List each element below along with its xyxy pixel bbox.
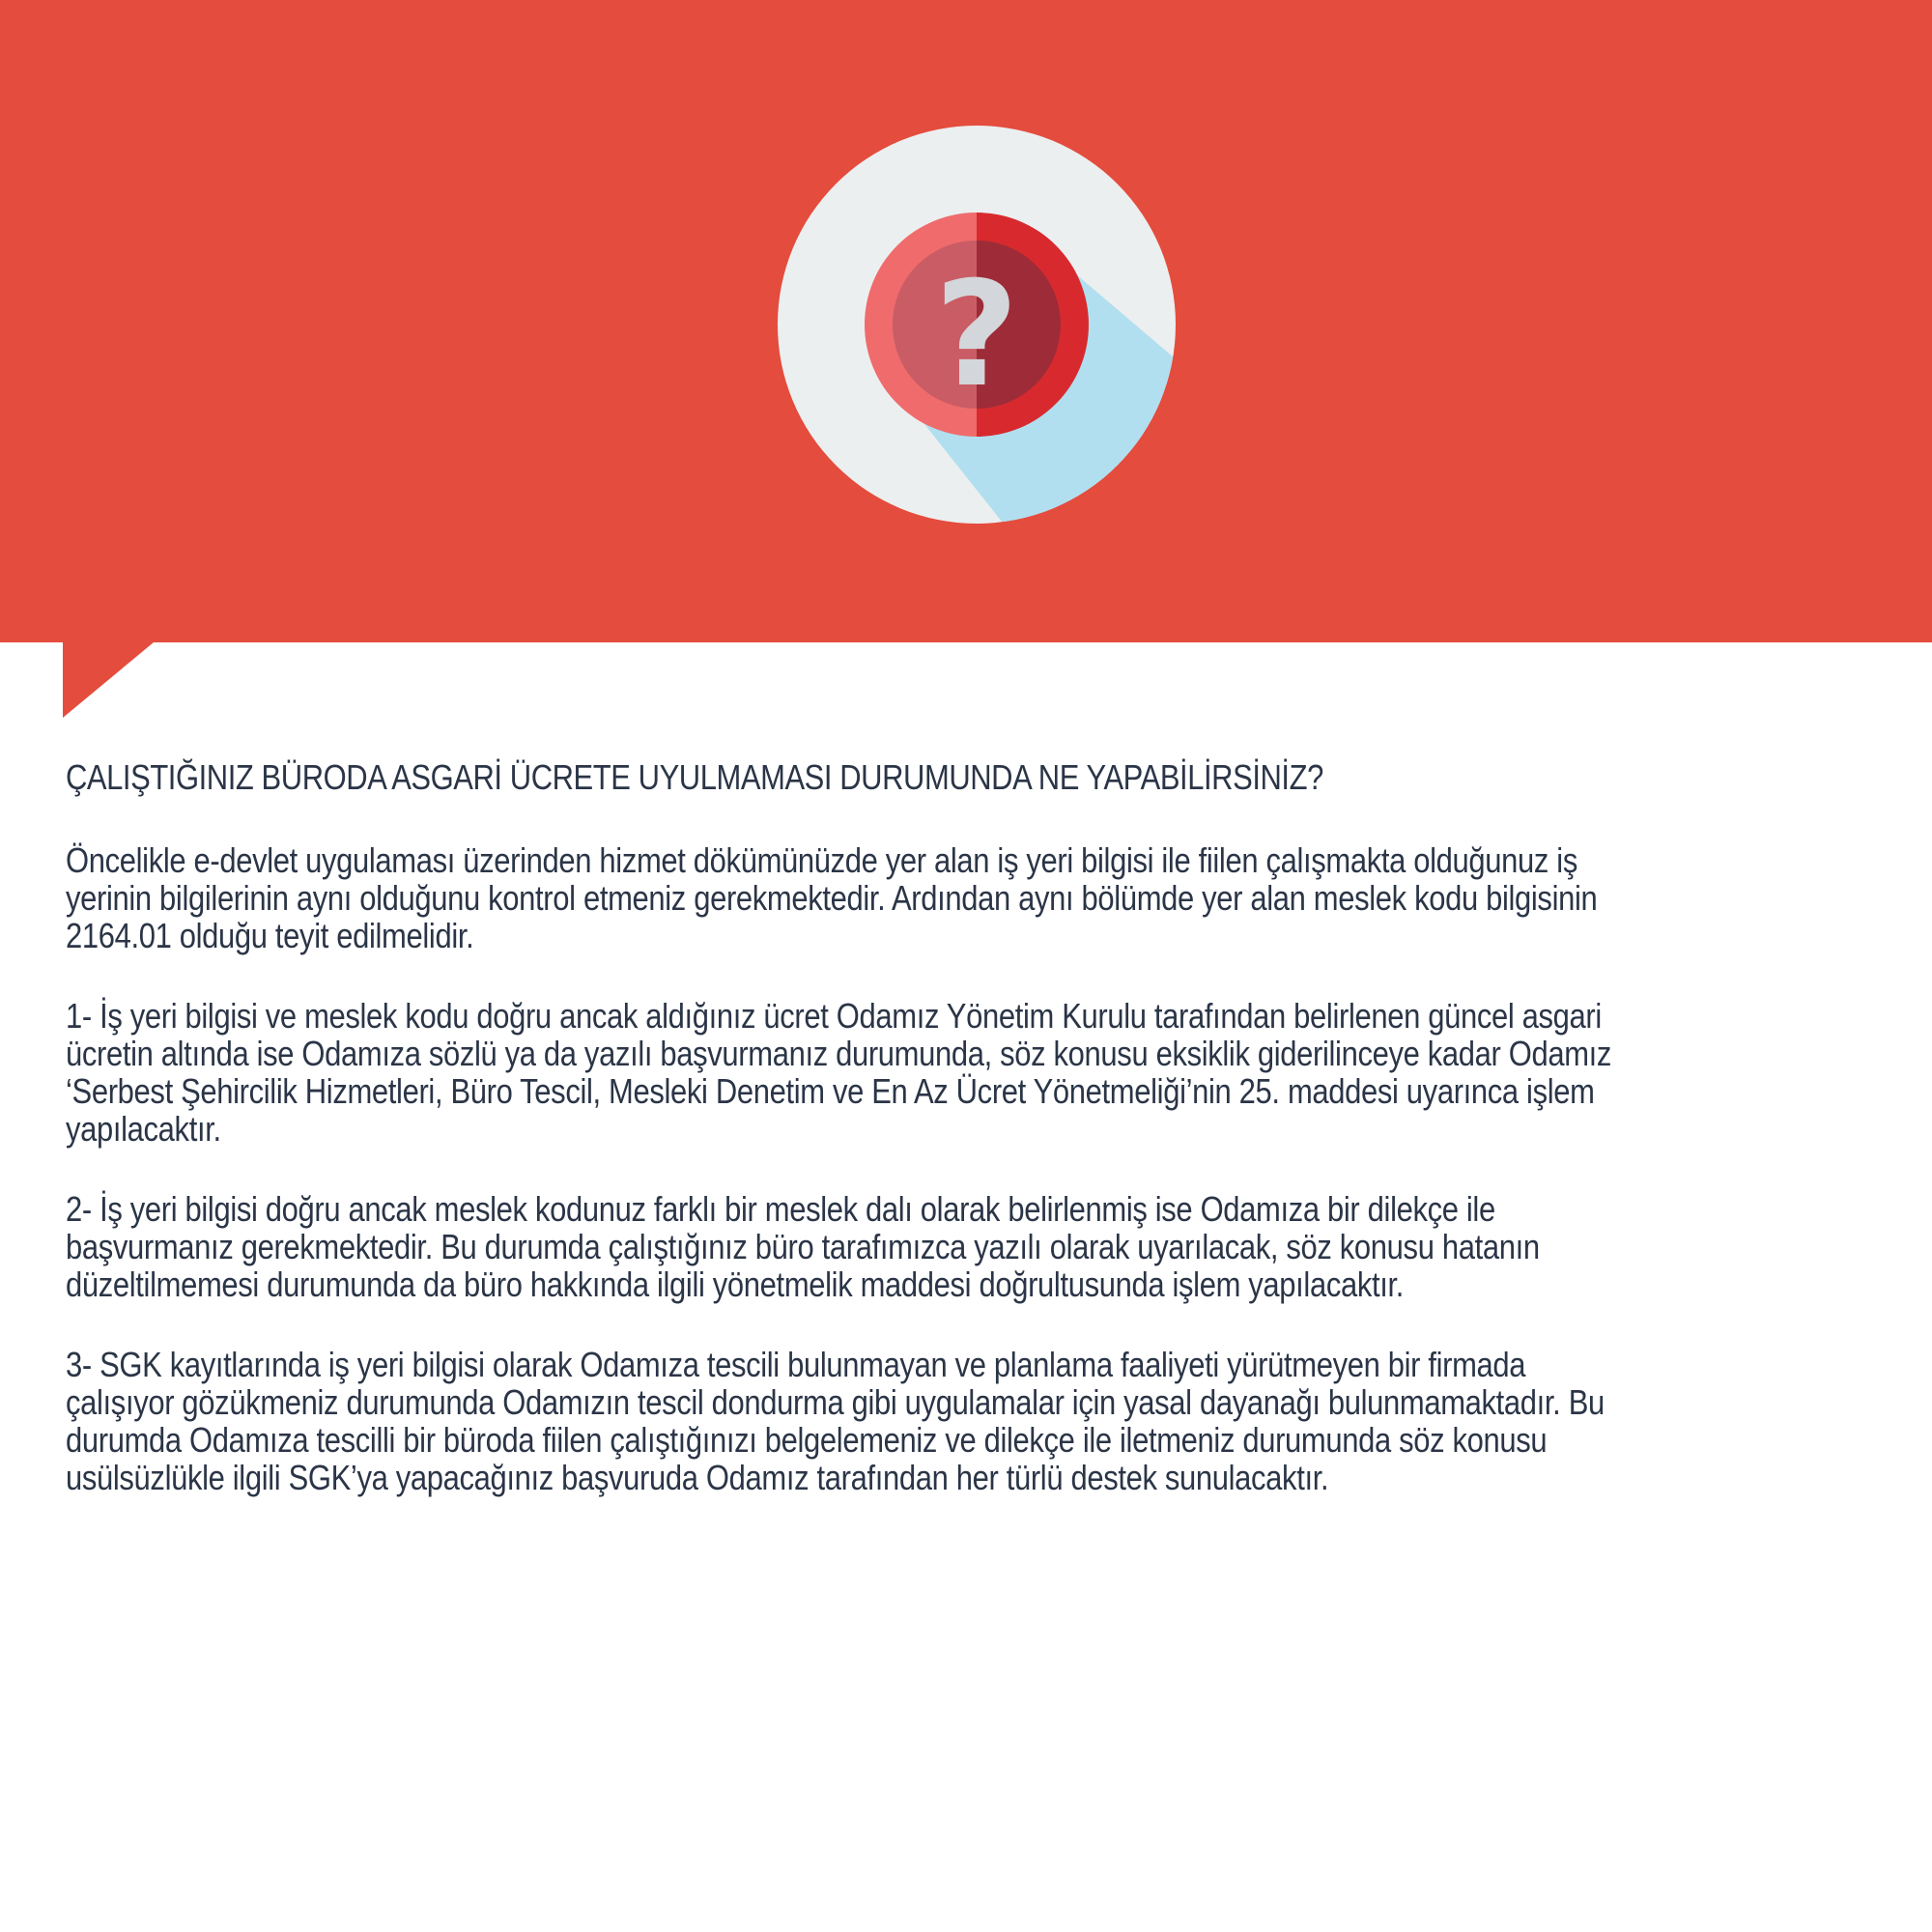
text-line: usülsüzlükle ilgili SGK’ya yapacağınız başvuruda Odamız tarafından her türlü destek sunulacaktır. bbox=[66, 1458, 1329, 1497]
text-line: düzeltilmemesi durumunda da büro hakkında ilgili yönetmelik maddesi doğrultusunda işlem yapılacaktır. bbox=[66, 1264, 1405, 1304]
text-line: yerinin bilgilerinin aynı olduğunu kontrol etmeniz gerekmektedir. Ardından aynı bölümde yer alan meslek kodu bilgisinin bbox=[66, 878, 1598, 918]
text-line: 3- SGK kayıtlarında iş yeri bilgisi olarak Odamıza tescili bulunmayan ve planlama faaliyeti yürütmeyen bir firmada bbox=[66, 1345, 1526, 1384]
text-line: yapılacaktır. bbox=[66, 1109, 221, 1149]
text-line: 2164.01 olduğu teyit edilmelidir. bbox=[66, 916, 474, 955]
text-line: ücretin altında ise Odamıza sözlü ya da yazılı başvurmanız durumunda, söz konusu eksiklik giderilinceye kadar Odamız bbox=[66, 1034, 1612, 1073]
text-line: 2- İş yeri bilgisi doğru ancak meslek kodunuz farklı bir meslek dalı olarak belirlenmiş ise Odamıza bir dilekçe ile bbox=[66, 1189, 1495, 1229]
text-line: ‘Serbest Şehircilik Hizmetleri, Büro Tescil, Mesleki Denetim ve En Az Ücret Yönetmeliği’nin 25. maddesi uyarınca işlem bbox=[66, 1071, 1595, 1111]
text-line: Öncelikle e-devlet uygulaması üzerinden hizmet dökümünüzde yer alan iş yeri bilgisi ile fiilen çalışmakta olduğunuz iş bbox=[66, 840, 1577, 880]
text-line: başvurmanız gerekmektedir. Bu durumda çalıştığınız büro tarafımızca yazılı olarak uyarılacak, söz konusu hatanın bbox=[66, 1227, 1540, 1266]
paragraph-case-1 bbox=[66, 997, 1877, 1148]
intro-paragraph bbox=[66, 841, 1877, 954]
question-mark-icon bbox=[778, 126, 1176, 524]
text-line: çalışıyor gözükmeniz durumunda Odamızın tescil dondurma gibi uygulamalar için yasal dayanağı bulunmamaktadır. Bu bbox=[66, 1382, 1605, 1422]
paragraph-case-3 bbox=[66, 1346, 1877, 1496]
text-line: durumda Odamıza tescilli bir büroda fiilen çalıştığınızı belgelemeniz ve dilekçe ile iletmeniz durumunda söz konusu bbox=[66, 1420, 1548, 1460]
question-glyph: ? bbox=[934, 251, 1019, 419]
text-line: 1- İş yeri bilgisi ve meslek kodu doğru ancak aldığınız ücret Odamız Yönetim Kurulu tarafından belirlenen güncel asgari bbox=[66, 996, 1602, 1036]
article-body bbox=[66, 756, 1882, 1539]
article-heading: ÇALIŞTIĞINIZ BÜRODA ASGARİ ÜCRETE UYULMAMASI DURUMUNDA NE YAPABİLİRSİNİZ? bbox=[66, 757, 1323, 797]
paragraph-case-2 bbox=[66, 1190, 1877, 1303]
